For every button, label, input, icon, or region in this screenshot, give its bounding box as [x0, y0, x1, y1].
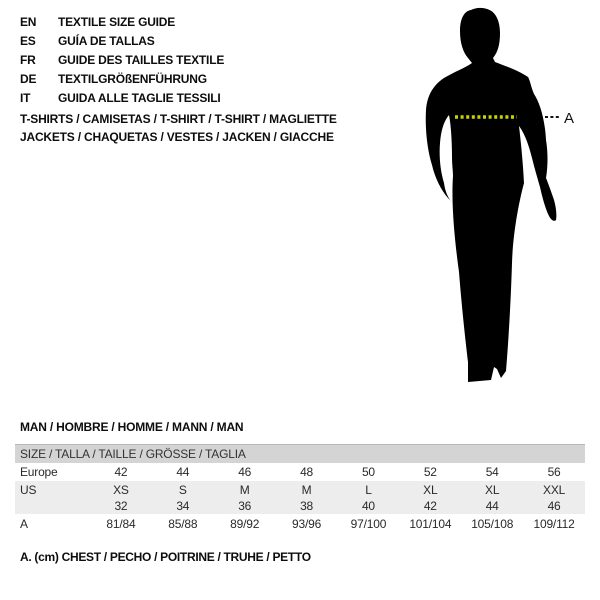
size-cell: 38: [300, 499, 314, 513]
marker-label-a: A: [564, 110, 575, 127]
language-code: ES: [20, 34, 36, 48]
language-code: DE: [20, 72, 37, 86]
size-cell: 36: [238, 499, 252, 513]
table-row-us: [15, 481, 585, 498]
size-table: [15, 444, 585, 533]
language-row-es: [20, 32, 224, 51]
table-row-chest-a: [15, 514, 585, 533]
language-label: GUIDE DES TAILLES TEXTILE: [58, 53, 225, 67]
size-cell: 85/88: [168, 516, 198, 531]
table-row-europe: [15, 463, 585, 481]
size-cell: 44: [176, 465, 190, 479]
male-silhouette-figure: [400, 0, 580, 395]
row-label: US: [20, 482, 37, 497]
size-cell: 97/100: [350, 516, 387, 531]
language-code: IT: [20, 91, 31, 105]
category-tshirts: T-SHIRTS / CAMISETAS / T-SHIRT / T-SHIRT / MAGLIETTE: [20, 112, 337, 126]
size-cell: XL: [485, 482, 500, 497]
language-label: GUÍA DE TALLAS: [58, 34, 155, 48]
measurement-footnote: A. (cm) CHEST / PECHO / POITRINE / TRUHE / PETTO: [20, 550, 311, 564]
size-cell: 46: [238, 465, 252, 479]
size-cell: 34: [176, 499, 190, 513]
language-row-fr: [20, 51, 224, 70]
male-silhouette-icon: [400, 0, 580, 395]
size-cell: M: [239, 482, 250, 497]
language-code: EN: [20, 15, 37, 29]
size-cell: XS: [113, 482, 129, 497]
size-cell: 50: [361, 465, 375, 479]
section-title-man: MAN / HOMBRE / HOMME / MANN / MAN: [20, 420, 244, 434]
size-cell: 93/96: [292, 516, 322, 531]
language-row-it: [20, 89, 224, 108]
garment-categories: [20, 111, 337, 146]
size-cell: 101/104: [409, 516, 452, 531]
language-label: TEXTILE SIZE GUIDE: [58, 15, 176, 29]
size-cell: 44: [485, 499, 499, 513]
row-label: Europe: [20, 465, 58, 479]
category-jackets: JACKETS / CHAQUETAS / VESTES / JACKEN / GIACCHE: [20, 129, 334, 144]
size-cell: 56: [547, 465, 561, 479]
size-cell: 32: [114, 499, 128, 513]
row-label: A: [20, 516, 28, 531]
size-cell: L: [365, 482, 372, 497]
size-cell: 46: [547, 499, 561, 513]
size-cell: 109/112: [533, 516, 575, 531]
size-cell: 40: [361, 499, 375, 513]
language-row-en: [20, 13, 224, 32]
size-cell: XXL: [543, 482, 566, 497]
size-cell: S: [178, 482, 187, 497]
language-label: GUIDA ALLE TAGLIE TESSILI: [58, 91, 221, 105]
size-cell: 52: [423, 465, 437, 479]
language-code: FR: [20, 53, 36, 67]
size-cell: 89/92: [230, 516, 260, 531]
size-table-header: SIZE / TALLA / TAILLE / GRÖSSE / TAGLIA: [15, 444, 585, 463]
language-label: TEXTILGRÖßENFÜHRUNG: [58, 72, 207, 86]
size-cell: 42: [423, 499, 437, 513]
size-cell: 54: [485, 465, 499, 479]
size-cell: 48: [300, 465, 314, 479]
size-cell: 105/108: [471, 516, 514, 531]
size-cell: M: [301, 482, 312, 497]
size-cell: XL: [423, 482, 438, 497]
language-list: [20, 13, 224, 108]
table-row-numeric: [15, 498, 585, 514]
language-row-de: [20, 70, 224, 89]
silhouette-body: [426, 8, 557, 382]
size-cell: 42: [114, 465, 128, 479]
size-cell: 81/84: [106, 516, 136, 531]
